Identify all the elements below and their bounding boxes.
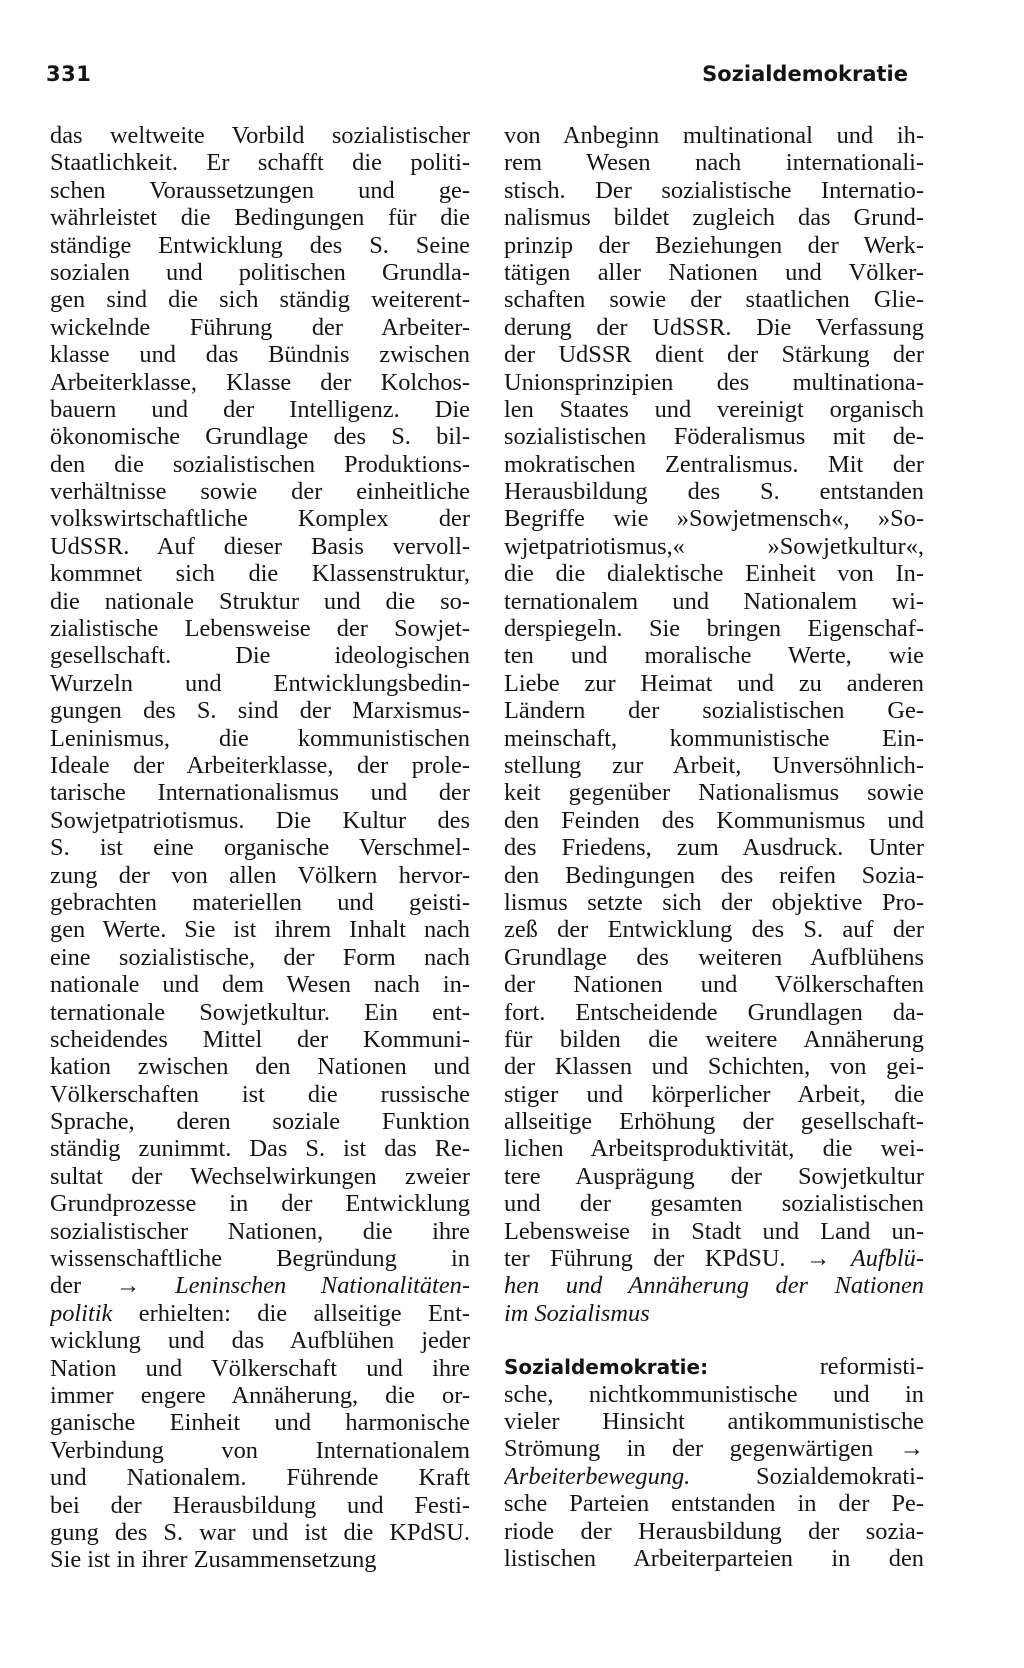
entry-first-line	[504, 1353, 924, 1380]
text-line: zeß der Entwicklung des S. auf der	[504, 916, 924, 944]
text-line: Grundprozesse in der Entwicklung	[50, 1190, 470, 1218]
cross-reference-link[interactable]: politik	[50, 1299, 113, 1327]
text-line: und Nationalem. Führende Kraft	[50, 1464, 470, 1492]
text-line: tarische Internationalismus und der	[50, 779, 470, 807]
text-line: des Friedens, zum Ausdruck. Unter	[504, 834, 924, 862]
text-line: Völkerschaften ist die russische	[50, 1080, 470, 1108]
text-line: allseitige Erhöhung der gesellschaft-	[504, 1108, 924, 1136]
text-line: Strömung in der gegenwärtigen →	[504, 1435, 924, 1463]
text-line: kation zwischen den Nationen und	[50, 1053, 470, 1081]
text-line: fort. Entscheidende Grundlagen da-	[504, 998, 924, 1026]
text-line: sche, nichtkommunistische und in	[504, 1380, 924, 1408]
text-line: Leninismus, die kommunistischen	[50, 724, 470, 752]
text-line: Nation und Völkerschaft und ihre	[50, 1354, 470, 1382]
text-line: lismus setzte sich der objektive Pro-	[504, 888, 924, 916]
text-line: ten und moralische Werte, wie	[504, 642, 924, 670]
ref-post: erhielten: die allseitige Ent-	[112, 1299, 470, 1327]
text-line: mokratischen Zentralismus. Mit der	[504, 450, 924, 478]
text-line: scheidendes Mittel der Kommuni-	[50, 1025, 470, 1053]
text-line: Sprache, deren soziale Funktion	[50, 1108, 470, 1136]
text-line: Ideale der Arbeiterklasse, der prole-	[50, 751, 470, 779]
text-line: den Feinden des Kommunismus und	[504, 806, 924, 834]
text-line: schaften sowie der staatlichen Glie-	[504, 286, 924, 314]
text-line: wjetpatriotismus,« »Sowjetkultur«,	[504, 532, 924, 560]
text-line	[50, 1300, 470, 1327]
text-line: Sowjetpatriotismus. Die Kultur des	[50, 806, 470, 834]
text-line: wissenschaftliche Begründung in	[50, 1245, 470, 1273]
text-line: sultat der Wechselwirkungen zweier	[50, 1162, 470, 1190]
text-line: sozialistischer Nationen, die ihre	[50, 1217, 470, 1245]
text-line: sozialen und politischen Grundla-	[50, 258, 470, 286]
text-line: ständig zunimmt. Das S. ist das Re-	[50, 1135, 470, 1163]
text-line: Liebe zur Heimat und zu anderen	[504, 669, 924, 697]
text-line: listischen Arbeiterparteien in den	[504, 1544, 924, 1572]
text-line: gung des S. war und ist die KPdSU.	[50, 1518, 470, 1546]
text-line: wicklung und das Aufblühen jeder	[50, 1327, 470, 1355]
ref-pre: der →	[50, 1272, 141, 1300]
text-line: nationale und dem Wesen nach in-	[50, 971, 470, 999]
text-line: tätigen aller Nationen und Völker-	[504, 258, 924, 286]
left-column	[50, 122, 470, 1574]
text-line: kommnet sich die Klassenstruktur,	[50, 560, 470, 588]
text-line: S. ist eine organische Verschmel-	[50, 834, 470, 862]
text-line: keit gegenüber Nationalismus sowie	[504, 779, 924, 807]
text-line: Ländern der sozialistischen Ge-	[504, 697, 924, 725]
text-line: das weltweite Vorbild sozialistischer	[50, 122, 470, 149]
text-line: gebrachten materiellen und geisti-	[50, 888, 470, 916]
text-line: ternationale Sowjetkultur. Ein ent-	[50, 998, 470, 1026]
text-line: verhältnisse sowie der einheitliche	[50, 478, 470, 506]
text-line: der Nationen und Völkerschaften	[504, 971, 924, 999]
text-line: eine sozialistische, der Form nach	[50, 943, 470, 971]
right-column	[504, 122, 924, 1572]
ref-pre: ter Führung der KPdSU. →	[504, 1245, 831, 1273]
text-line: wickelnde Führung der Arbeiter-	[50, 313, 470, 341]
text-line	[504, 1300, 924, 1327]
text-line: Verbindung von Internationalem	[50, 1436, 470, 1464]
text-line: bei der Herausbildung und Festi-	[50, 1491, 470, 1519]
text-line: für bilden die weitere Annäherung	[504, 1025, 924, 1053]
page-number: 331	[46, 62, 92, 86]
text-line: prinzip der Beziehungen der Werk-	[504, 231, 924, 259]
text-line: rem Wesen nach internationali-	[504, 149, 924, 177]
text-line: die die dialektische Einheit von In-	[504, 560, 924, 588]
text-line: Unionsprinzipien des multinationa-	[504, 368, 924, 396]
text-line: ganische Einheit und harmonische	[50, 1409, 470, 1437]
text-line: ternationalem und Nationalem wi-	[504, 587, 924, 615]
text-line: len Staates und vereinigt organisch	[504, 395, 924, 423]
text-line	[50, 1272, 470, 1299]
text-line: vieler Hinsicht antikommunistische	[504, 1407, 924, 1435]
text-line: Arbeiterklasse, Klasse der Kolchos-	[50, 368, 470, 396]
text-line: Begriffe wie »Sowjetmensch«, »So-	[504, 505, 924, 533]
text-line: Lebensweise in Stadt und Land un-	[504, 1217, 924, 1245]
text-line: bauern und der Intelligenz. Die	[50, 395, 470, 423]
text-line: währleistet die Bedingungen für die	[50, 204, 470, 232]
text-line: der Klassen und Schichten, von gei-	[504, 1053, 924, 1081]
text-line: derung der UdSSR. Die Verfassung	[504, 313, 924, 341]
text-line: ständige Entwicklung des S. Seine	[50, 231, 470, 259]
cross-reference-link[interactable]: Leninschen Nationalitäten-	[175, 1272, 470, 1300]
text-line: nalismus bildet zugleich das Grund-	[504, 204, 924, 232]
text-line: gen sind die sich ständig weiterent-	[50, 286, 470, 314]
text-line: sozialistischen Föderalismus mit de-	[504, 423, 924, 451]
cross-reference-link[interactable]: Arbeiterbewegung.	[504, 1462, 691, 1490]
text-line: Staatlichkeit. Er schafft die politi-	[50, 149, 470, 177]
text-line: stiger und körperlicher Arbeit, die	[504, 1080, 924, 1108]
text-line: gungen des S. sind der Marxismus-	[50, 697, 470, 725]
cross-reference-link[interactable]: Aufblü-	[850, 1245, 924, 1273]
text-line: derspiegeln. Sie bringen Eigenschaf-	[504, 615, 924, 643]
text-line: Sie ist in ihrer Zusammensetzung	[50, 1546, 377, 1574]
entry-text: Sozialdemokrati-	[690, 1462, 924, 1490]
text-line: von Anbeginn multinational und ih-	[504, 122, 924, 149]
text-line: lichen Arbeitsproduktivität, die wei-	[504, 1135, 924, 1163]
cross-reference-link[interactable]: hen und Annäherung der Nationen	[504, 1272, 924, 1300]
text-line: und der gesamten sozialistischen	[504, 1190, 924, 1218]
text-line: stisch. Der sozialistische Internatio-	[504, 176, 924, 204]
text-line	[504, 1272, 924, 1299]
text-line: Grundlage des weiteren Aufblühens	[504, 943, 924, 971]
text-line	[504, 1245, 924, 1272]
text-line	[504, 1463, 924, 1490]
text-line: riode der Herausbildung der sozia-	[504, 1517, 924, 1545]
text-line: UdSSR. Auf dieser Basis vervoll-	[50, 532, 470, 560]
text-line: tere Ausprägung der Sowjetkultur	[504, 1162, 924, 1190]
text-line: den die sozialistischen Produktions-	[50, 450, 470, 478]
running-head: Sozialdemokratie	[702, 62, 908, 86]
text-line: stellung zur Arbeit, Unversöhnlich-	[504, 751, 924, 779]
cross-reference-link[interactable]: im Sozialismus	[504, 1299, 650, 1327]
entry-text: reformisti-	[819, 1353, 924, 1381]
text-line: schen Voraussetzungen und ge-	[50, 176, 470, 204]
text-line: gen Werte. Sie ist ihrem Inhalt nach	[50, 916, 470, 944]
text-line: Wurzeln und Entwicklungsbedin-	[50, 669, 470, 697]
text-line: den Bedingungen des reifen Sozia-	[504, 861, 924, 889]
text-line: Herausbildung des S. entstanden	[504, 478, 924, 506]
text-line: zialistische Lebensweise der Sowjet-	[50, 615, 470, 643]
text-line: gesellschaft. Die ideologischen	[50, 642, 470, 670]
text-line: meinschaft, kommunistische Ein-	[504, 724, 924, 752]
text-line: sche Parteien entstanden in der Pe-	[504, 1490, 924, 1518]
text-line: immer engere Annäherung, die or-	[50, 1381, 470, 1409]
text-line: der UdSSR dient der Stärkung der	[504, 341, 924, 369]
text-line: ökonomische Grundlage des S. bil-	[50, 423, 470, 451]
entry-headword: Sozialdemokratie:	[504, 1355, 709, 1380]
text-line: klasse und das Bündnis zwischen	[50, 341, 470, 369]
text-line: die nationale Struktur und die so-	[50, 587, 470, 615]
text-line: zung der von allen Völkern hervor-	[50, 861, 470, 889]
text-line: volkswirtschaftliche Komplex der	[50, 505, 470, 533]
